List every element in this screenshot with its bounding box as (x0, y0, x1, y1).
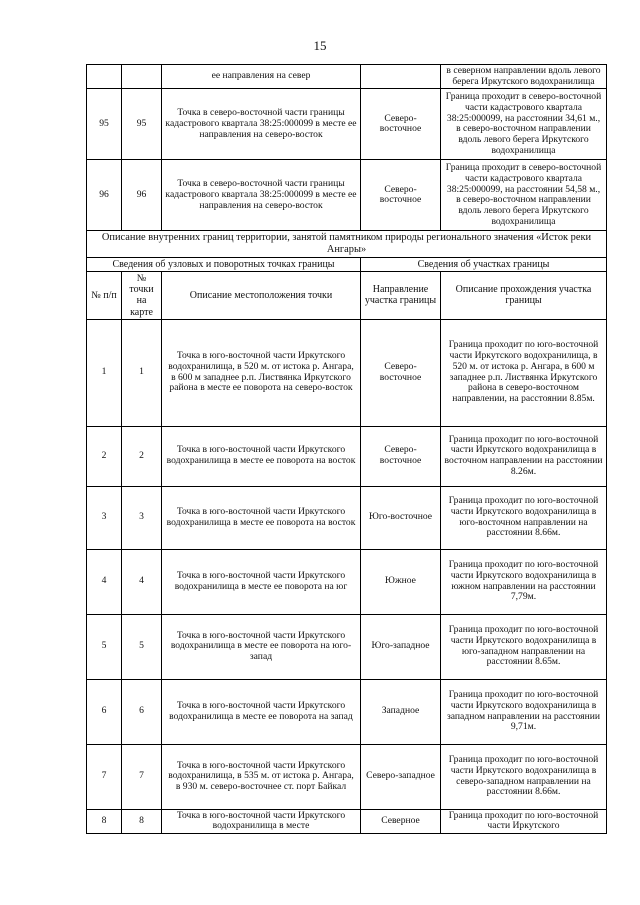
cell-passage: Граница проходит по юго-восточной части Иркутского водохранилища в южном направлении на расстоянии 7,79м. (441, 549, 607, 614)
cell-passage: Граница проходит в северо-восточной части кадастрового квартала 38:25:000099, на расстоянии 34,61 м., в северо-восточном направлении вдоль левого берега Иркутского водохранилища (441, 89, 607, 160)
cell-num: 1 (87, 319, 122, 426)
header-location: Описание местоположения точки (162, 271, 361, 319)
cell-num: 4 (87, 549, 122, 614)
cell-passage: Граница проходит по юго-восточной части Иркутского водохранилища в юго-восточном направлении на расстоянии 8.66м. (441, 486, 607, 549)
cell-location: Точка в северо-восточной части границы кадастрового квартала 38:25:000099 в месте ее направления на северо-восток (162, 160, 361, 231)
header-map-num: № точки на карте (122, 271, 162, 319)
cell-passage: Граница проходит по юго-восточной части Иркутского водохранилища в юго-западном направлении на расстоянии 8.65м. (441, 614, 607, 679)
column-header-row (87, 271, 607, 319)
cell-passage: Граница проходит по юго-восточной части Иркутского водохранилища в западном направлении на расстоянии 9,71м. (441, 679, 607, 744)
section-title-row (87, 231, 607, 257)
table-row (87, 65, 607, 89)
cell-direction: Северо-восточное (361, 426, 441, 486)
cell-location: Точка в северо-восточной части границы кадастрового квартала 38:25:000099 в месте ее направления на северо-восток (162, 89, 361, 160)
table-row (87, 160, 607, 231)
cell-location: Точка в юго-восточной части Иркутского водохранилища в месте ее поворота на восток (162, 426, 361, 486)
cell-direction: Юго-восточное (361, 486, 441, 549)
cell-direction: Северо-восточное (361, 319, 441, 426)
cell-passage: в северном направлении вдоль левого берега Иркутского водохранилища (441, 65, 607, 89)
cell-num: 8 (87, 809, 122, 833)
header-num: № п/п (87, 271, 122, 319)
section-subheader-row (87, 257, 607, 271)
cell-passage: Граница проходит по юго-восточной части Иркутского (441, 809, 607, 833)
cell-num: 2 (87, 426, 122, 486)
section-title: Описание внутренних границ территории, занятой памятником природы регионального значения «Исток реки Ангары» (87, 231, 607, 257)
table-row (87, 549, 607, 614)
cell-map-num: 3 (122, 486, 162, 549)
table-row (87, 486, 607, 549)
cell-location: Точка в юго-восточной части Иркутского водохранилища в месте ее поворота на восток (162, 486, 361, 549)
cell-num: 3 (87, 486, 122, 549)
cell-location: Точка в юго-восточной части Иркутского водохранилища, в 535 м. от истока р. Ангара, в 930 м. северо-восточнее ст. порт Байкал (162, 744, 361, 809)
cell-map-num (122, 65, 162, 89)
cell-passage: Граница проходит по юго-восточной части Иркутского водохранилища в восточном направлении на расстоянии 8.26м. (441, 426, 607, 486)
cell-num (87, 65, 122, 89)
cell-map-num: 1 (122, 319, 162, 426)
boundary-table (86, 64, 607, 834)
cell-direction: Северо-восточное (361, 89, 441, 160)
table-row (87, 679, 607, 744)
cell-direction: Северо-западное (361, 744, 441, 809)
cell-map-num: 6 (122, 679, 162, 744)
cell-map-num: 5 (122, 614, 162, 679)
cell-location: Точка в юго-восточной части Иркутского водохранилища, в 520 м. от истока р. Ангара, в 600 м западнее р.п. Листвянка Иркутского района в месте ее поворота на северо-восток (162, 319, 361, 426)
header-direction: Направление участка границы (361, 271, 441, 319)
table-row (87, 744, 607, 809)
cell-direction: Северо-восточное (361, 160, 441, 231)
cell-map-num: 8 (122, 809, 162, 833)
table-row (87, 614, 607, 679)
cell-num: 5 (87, 614, 122, 679)
cell-direction: Северное (361, 809, 441, 833)
cell-num: 95 (87, 89, 122, 160)
cell-passage: Граница проходит по юго-восточной части Иркутского водохранилища, в 520 м. от истока р. Ангара, в 600 м западнее р.п. Листвянка Иркутского района в северо-восточном направлении, на расстоянии 8.85м. (441, 319, 607, 426)
table-row (87, 89, 607, 160)
cell-passage: Граница проходит в северо-восточной части кадастрового квартала 38:25:000099, на расстоянии 54,58 м., в северо-восточном направлении вдоль левого берега Иркутского водохранилища (441, 160, 607, 231)
points-header: Сведения об узловых и поворотных точках границы (87, 257, 361, 271)
table-row (87, 809, 607, 833)
cell-map-num: 7 (122, 744, 162, 809)
cell-location: ее направления на север (162, 65, 361, 89)
cell-num: 96 (87, 160, 122, 231)
cell-direction: Западное (361, 679, 441, 744)
cell-map-num: 4 (122, 549, 162, 614)
cell-num: 6 (87, 679, 122, 744)
header-passage: Описание прохождения участка границы (441, 271, 607, 319)
cell-passage: Граница проходит по юго-восточной части Иркутского водохранилища в северо-западном направлении на расстоянии 8.66м. (441, 744, 607, 809)
cell-location: Точка в юго-восточной части Иркутского водохранилища в месте ее поворота на юг (162, 549, 361, 614)
cell-location: Точка в юго-восточной части Иркутского водохранилища в месте (162, 809, 361, 833)
page-number: 15 (313, 38, 327, 53)
segments-header: Сведения об участках границы (361, 257, 607, 271)
cell-num: 7 (87, 744, 122, 809)
cell-direction: Южное (361, 549, 441, 614)
cell-map-num: 95 (122, 89, 162, 160)
cell-location: Точка в юго-восточной части Иркутского водохранилища в месте ее поворота на юго-запад (162, 614, 361, 679)
cell-direction (361, 65, 441, 89)
cell-direction: Юго-западное (361, 614, 441, 679)
cell-map-num: 2 (122, 426, 162, 486)
cell-map-num: 96 (122, 160, 162, 231)
table-row (87, 319, 607, 426)
table-row (87, 426, 607, 486)
cell-location: Точка в юго-восточной части Иркутского водохранилища в месте ее поворота на запад (162, 679, 361, 744)
